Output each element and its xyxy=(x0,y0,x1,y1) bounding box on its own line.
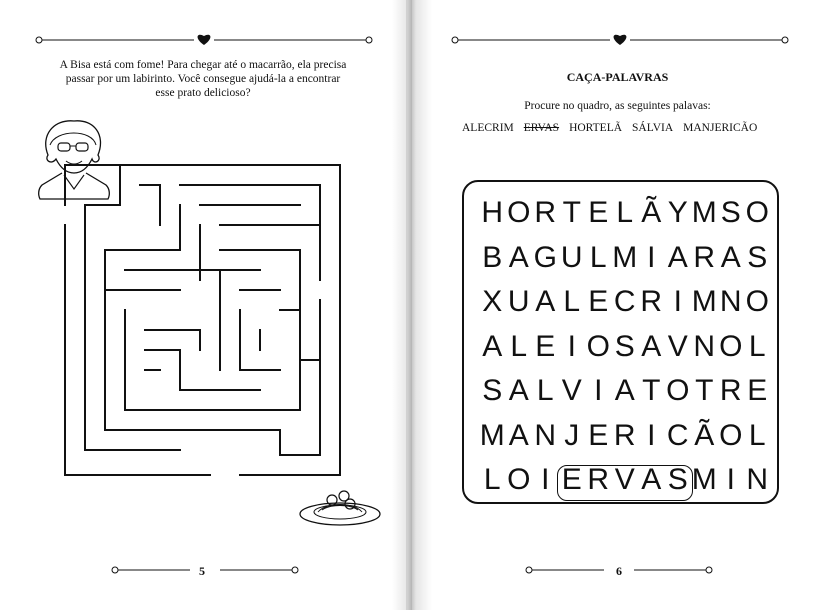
grid-letter[interactable]: N xyxy=(746,463,769,496)
grid-letter[interactable]: O xyxy=(745,285,769,318)
grid-letter[interactable]: L xyxy=(748,329,766,363)
ornament-divider-top xyxy=(450,30,790,50)
grid-row xyxy=(479,241,771,275)
grid-letter[interactable]: Ã xyxy=(641,196,662,229)
grid-letter[interactable]: S xyxy=(482,374,503,407)
grid-letter[interactable]: A xyxy=(508,374,529,407)
maze xyxy=(60,160,350,500)
grid-letter[interactable]: I xyxy=(594,374,603,407)
grid-letter[interactable]: E xyxy=(747,374,768,407)
grid-letter[interactable]: T xyxy=(562,196,581,229)
grid-letter[interactable]: S xyxy=(614,329,635,363)
grid-letter[interactable]: R xyxy=(640,285,663,318)
grid-letter[interactable]: X xyxy=(482,285,503,318)
grid-letter[interactable]: L xyxy=(563,285,581,318)
grid-letter[interactable]: B xyxy=(482,240,503,274)
grid-letter[interactable]: C xyxy=(666,418,689,452)
grid-letter[interactable]: S xyxy=(747,240,768,274)
grid-letter[interactable]: I xyxy=(726,463,735,496)
grid-letter[interactable]: V xyxy=(667,329,688,363)
book-spine xyxy=(392,0,432,610)
grid-letter[interactable]: U xyxy=(507,285,530,318)
grid-letter[interactable]: Ã xyxy=(694,418,715,452)
grid-letter[interactable]: L xyxy=(589,240,607,274)
grid-letter[interactable]: O xyxy=(666,374,690,407)
grid-letter[interactable]: A xyxy=(667,240,688,274)
ornament-divider-bottom xyxy=(110,560,300,580)
grid-letter[interactable]: J xyxy=(564,418,580,452)
grid-letter[interactable]: I xyxy=(647,240,656,274)
grid-letter[interactable]: A xyxy=(535,285,556,318)
found-word-circle xyxy=(557,465,694,501)
grid-letter[interactable]: E xyxy=(561,463,582,496)
grid-letter[interactable]: L xyxy=(483,463,501,496)
word-list xyxy=(462,122,802,134)
grid-letter[interactable]: A xyxy=(720,240,741,274)
right-page xyxy=(412,0,823,610)
grid-letter[interactable]: O xyxy=(719,418,743,452)
grid-letter[interactable]: O xyxy=(507,463,531,496)
grid-letter[interactable]: R xyxy=(534,196,557,229)
word-list-item: SÁLVIA xyxy=(632,122,674,134)
ornament-divider-top xyxy=(34,30,374,50)
grid-letter[interactable]: I xyxy=(567,329,576,363)
word-list-item: ALECRIM xyxy=(462,122,514,134)
grid-letter[interactable]: O xyxy=(719,329,743,363)
grid-letter[interactable]: R xyxy=(613,418,636,452)
word-list-item: HORTELÃ xyxy=(569,122,623,134)
heart-icon xyxy=(614,35,627,45)
grid-row xyxy=(479,374,771,408)
grid-letter[interactable]: S xyxy=(720,196,741,229)
wordsearch-grid xyxy=(462,180,779,504)
grid-row xyxy=(479,419,771,453)
grid-letter[interactable]: N xyxy=(693,329,716,363)
grid-letter[interactable]: R xyxy=(719,374,742,407)
grid-letter[interactable]: A xyxy=(641,329,662,363)
grid-row xyxy=(479,196,771,230)
grid-letter[interactable]: O xyxy=(586,329,610,363)
heart-icon xyxy=(198,35,211,45)
left-page xyxy=(0,0,406,610)
grid-letter[interactable]: E xyxy=(588,285,609,318)
grid-letter[interactable]: N xyxy=(534,418,557,452)
grid-letter[interactable]: L xyxy=(510,329,528,363)
grid-letter[interactable]: L xyxy=(748,418,766,452)
grid-row xyxy=(479,330,771,364)
grid-letter[interactable]: O xyxy=(507,196,531,229)
grid-letter[interactable]: V xyxy=(561,374,582,407)
grid-row xyxy=(479,285,771,319)
wordsearch-title: CAÇA-PALAVRAS xyxy=(566,70,669,84)
grid-letter[interactable]: I xyxy=(647,418,656,452)
grid-letter[interactable]: A xyxy=(482,329,503,363)
grid-letter[interactable]: E xyxy=(535,329,556,363)
grid-letter[interactable]: G xyxy=(533,240,557,274)
grid-letter[interactable]: M xyxy=(612,240,638,274)
page-number: 5 xyxy=(199,564,205,578)
word-list-item: ERVAS xyxy=(523,122,560,134)
grid-letter[interactable]: H xyxy=(481,196,504,229)
grid-letter[interactable]: N xyxy=(719,285,742,318)
grid-letter[interactable]: M xyxy=(691,196,717,229)
spaghetti-plate-icon xyxy=(298,484,384,528)
grid-letter[interactable]: I xyxy=(541,463,550,496)
grid-letter[interactable]: U xyxy=(560,240,583,274)
page-number: 6 xyxy=(616,564,622,578)
grid-letter[interactable]: A xyxy=(614,374,635,407)
grid-letter[interactable]: A xyxy=(508,418,529,452)
grid-letter[interactable]: A xyxy=(641,463,662,496)
grid-letter[interactable]: T xyxy=(695,374,714,407)
grid-letter[interactable]: S xyxy=(667,463,688,496)
grid-letter[interactable]: I xyxy=(673,285,682,318)
grid-letter[interactable]: O xyxy=(745,196,769,229)
grid-letter[interactable]: R xyxy=(693,240,716,274)
grid-letter[interactable]: A xyxy=(508,240,529,274)
grid-letter[interactable]: M xyxy=(691,285,717,318)
grid-letter[interactable]: E xyxy=(588,418,609,452)
grid-letter[interactable]: E xyxy=(588,196,609,229)
grid-letter[interactable]: T xyxy=(642,374,661,407)
intro-text: A Bisa está com fome! Para chegar até o macarrão, ela precisa passar por um labirinto. Você consegue ajudá-la a encontrar esse prato delicioso? xyxy=(59,59,347,99)
wordsearch-instructions: Procure no quadro, as seguintes palavas: xyxy=(524,100,711,112)
grid-letter[interactable]: M xyxy=(691,463,717,496)
grid-letter[interactable]: R xyxy=(587,463,610,496)
grid-letter[interactable]: L xyxy=(536,374,554,407)
grid-letter[interactable]: L xyxy=(616,196,634,229)
grid-letter[interactable]: M xyxy=(479,418,505,452)
grid-letter[interactable]: V xyxy=(614,463,635,496)
grid-letter[interactable]: Y xyxy=(667,196,688,229)
word-list-item: MANJERICÃO xyxy=(683,122,758,134)
grid-letter[interactable]: C xyxy=(613,285,636,318)
